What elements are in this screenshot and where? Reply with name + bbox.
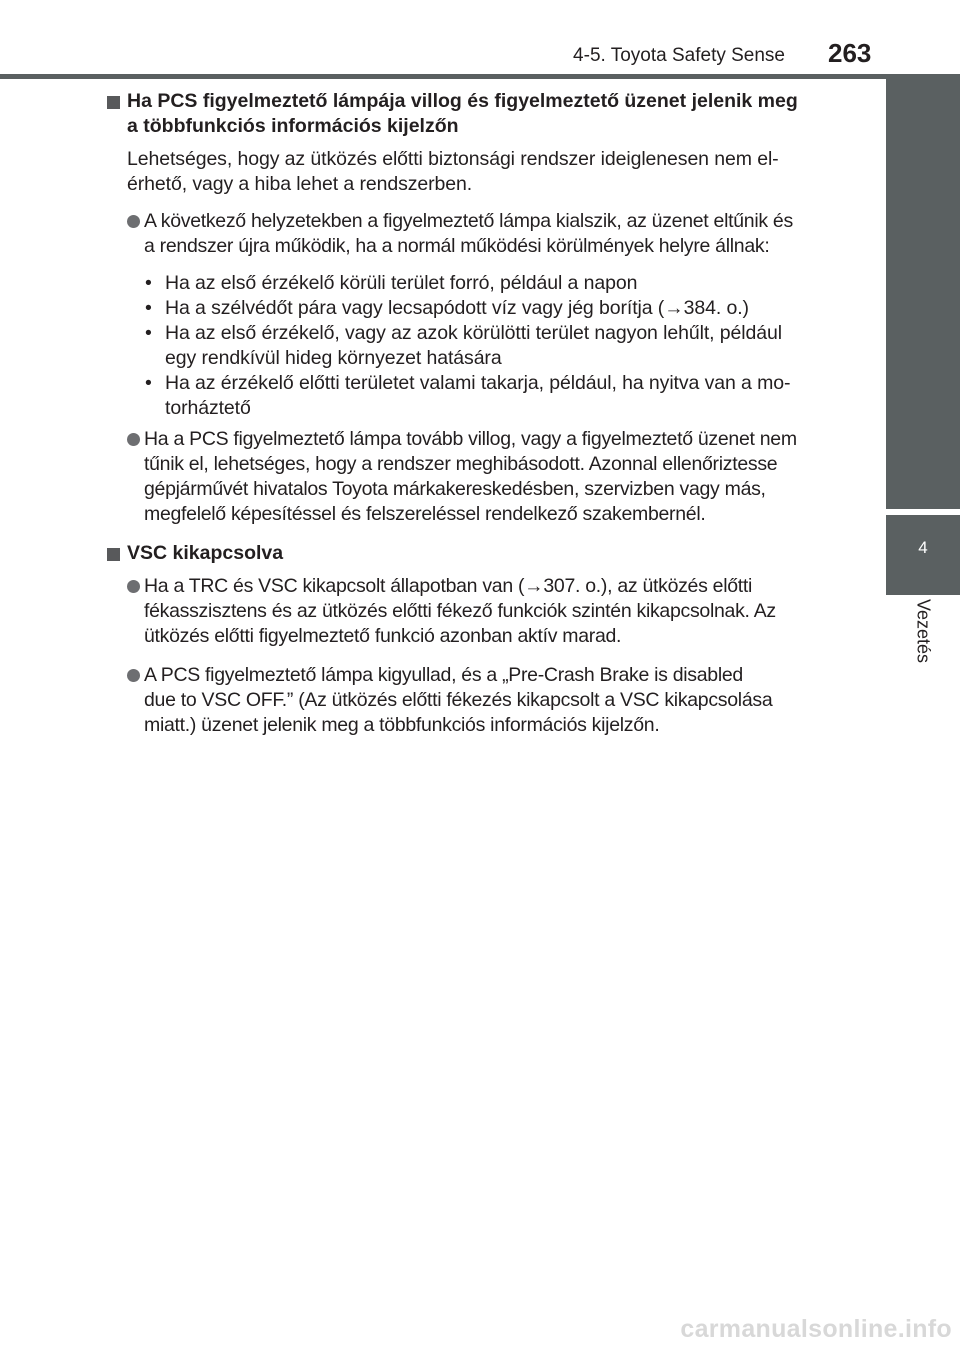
bullet-item <box>107 209 854 259</box>
bullet-item <box>107 574 854 649</box>
text-line: miatt.) üzenet jelenik meg a többfunkciós információs kijelzőn. <box>144 714 660 736</box>
chapter-number: 4 <box>918 538 928 557</box>
text-line: gépjárművét hivatalos Toyota márkakereskedésben, szervizben vagy más, <box>144 478 766 500</box>
page-number: 263 <box>828 38 872 68</box>
square-bullet-icon <box>107 548 120 561</box>
side-tab-bar <box>886 79 960 509</box>
sub-bullet-marker: • <box>145 297 152 319</box>
sub-list-item <box>107 371 854 421</box>
text-line: Ha az érzékelő előtti területet valami takarja, például, ha nyitva van a mo- <box>165 372 791 394</box>
chapter-tab <box>886 515 960 595</box>
text-line: due to VSC OFF.” (Az ütközés előtti fékezés kikapcsolt a VSC kikapcsolása <box>144 689 773 711</box>
sub-list-item <box>107 271 854 296</box>
text-line: A következő helyzetekben a figyelmeztető lámpa kialszik, az üzenet eltűnik és <box>144 210 793 232</box>
text-line: tűnik el, lehetséges, hogy a rendszer meghibásodott. Azonnal ellenőriztesse <box>144 453 778 475</box>
header-section-title: 4-5. Toyota Safety Sense <box>573 45 785 66</box>
watermark-text: carmanualsonline.info <box>680 1315 952 1343</box>
circle-bullet-icon <box>127 669 140 682</box>
bullet-item <box>107 663 854 738</box>
text-line: egy rendkívül hideg környezet hatására <box>165 347 502 369</box>
circle-bullet-icon <box>127 580 140 593</box>
header-rule <box>0 74 960 79</box>
sub-bullet-marker: • <box>145 322 152 344</box>
text-line: Ha a szélvédőt pára vagy lecsapódott víz vagy jég borítja (→384. o.) <box>165 297 749 319</box>
chapter-title: Vezetés <box>913 599 934 664</box>
text-line: Ha a TRC és VSC kikapcsolt állapotban van (→307. o.), az ütközés előtti <box>144 575 753 597</box>
sub-list-item <box>107 296 854 321</box>
heading-line: a többfunkciós információs kijelzőn <box>127 115 459 137</box>
section-heading-pcs <box>107 89 854 139</box>
sub-bullet-marker: • <box>145 272 152 294</box>
text-line: Lehetséges, hogy az ütközés előtti biztonsági rendszer ideiglenesen nem el- <box>127 148 779 170</box>
page-content <box>107 89 854 738</box>
bullet-item <box>107 427 854 527</box>
heading-line: Ha PCS figyelmeztető lámpája villog és figyelmeztető üzenet jelenik meg <box>127 90 798 112</box>
square-bullet-icon <box>107 96 120 109</box>
text-line: fékasszisztens és az ütközés előtti fékező funkciók szintén kikapcsolnak. Az <box>144 600 776 622</box>
text-line: Ha az első érzékelő körüli terület forró, például a napon <box>165 272 638 294</box>
text-line: torháztető <box>165 397 251 419</box>
section-heading-vsc <box>107 541 854 566</box>
intro-paragraph <box>107 147 854 197</box>
text-line: A PCS figyelmeztető lámpa kigyullad, és a „Pre-Crash Brake is disabled <box>144 664 743 686</box>
text-line: megfelelő képesítéssel és felszereléssel rendelkező szakembernél. <box>144 503 706 525</box>
circle-bullet-icon <box>127 433 140 446</box>
circle-bullet-icon <box>127 215 140 228</box>
text-line: érhető, vagy a hiba lehet a rendszerben. <box>127 173 473 195</box>
sub-list <box>107 271 854 421</box>
heading-line: VSC kikapcsolva <box>127 542 284 564</box>
text-line: ütközés előtti figyelmeztető funkció azonban aktív marad. <box>144 625 622 647</box>
text-line: a rendszer újra működik, ha a normál működési körülmények helyre állnak: <box>144 235 770 257</box>
text-line: Ha az első érzékelő, vagy az azok körülötti terület nagyon lehűlt, például <box>165 322 782 344</box>
sub-bullet-marker: • <box>145 372 152 394</box>
text-line: Ha a PCS figyelmeztető lámpa tovább villog, vagy a figyelmeztető üzenet nem <box>144 428 797 450</box>
sub-list-item <box>107 321 854 371</box>
chapter-label-area <box>886 595 960 725</box>
